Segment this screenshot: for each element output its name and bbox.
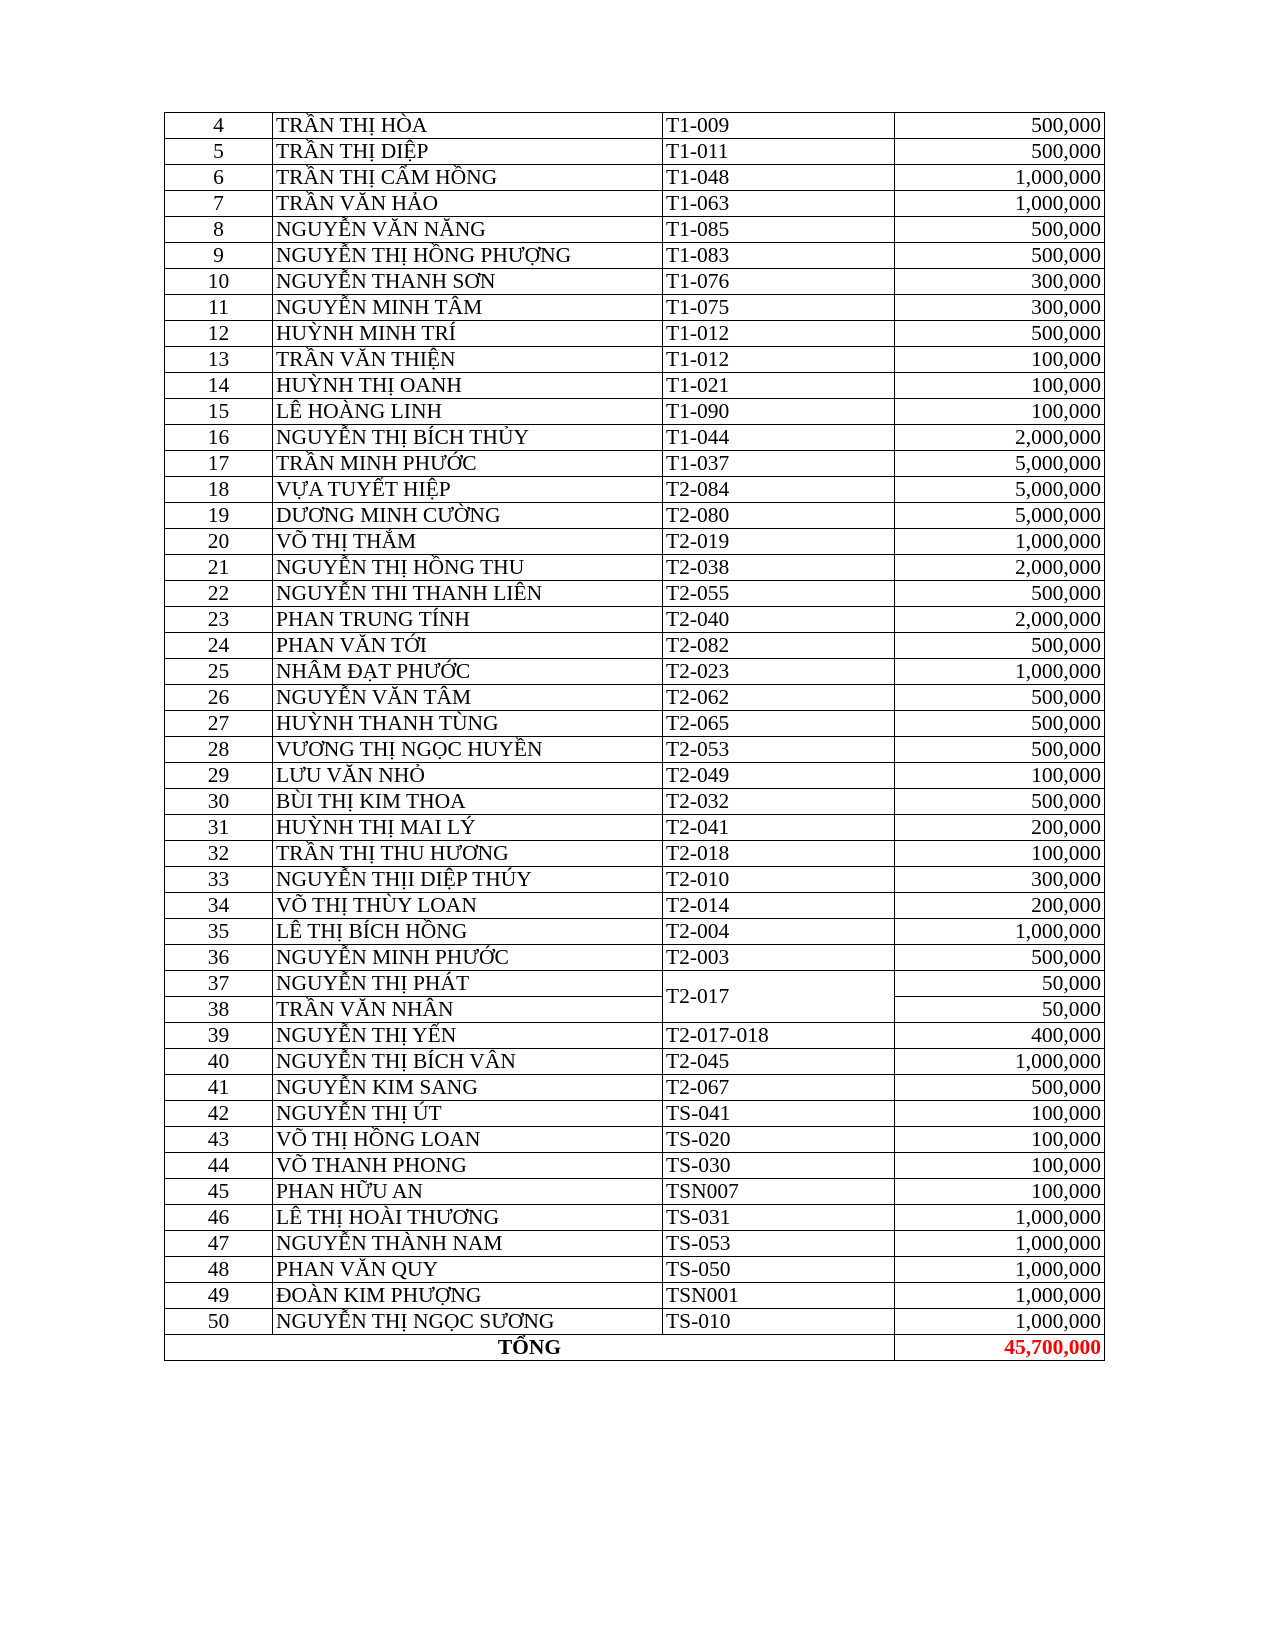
member-name: PHAN VĂN TỚI	[273, 633, 663, 659]
row-number: 47	[165, 1231, 273, 1257]
row-number: 40	[165, 1049, 273, 1075]
row-number: 25	[165, 659, 273, 685]
donation-amount: 500,000	[895, 243, 1105, 269]
table-row	[165, 711, 1105, 737]
row-number: 18	[165, 477, 273, 503]
member-code: T2-017-018	[663, 1023, 895, 1049]
row-number: 34	[165, 893, 273, 919]
member-code: TS-041	[663, 1101, 895, 1127]
member-code: T2-023	[663, 659, 895, 685]
donation-amount: 100,000	[895, 347, 1105, 373]
member-code: T2-018	[663, 841, 895, 867]
donation-amount: 1,000,000	[895, 165, 1105, 191]
donation-amount: 1,000,000	[895, 1049, 1105, 1075]
donation-table	[164, 112, 1105, 1361]
donation-amount: 50,000	[895, 971, 1105, 997]
row-number: 28	[165, 737, 273, 763]
table-row	[165, 893, 1105, 919]
row-number: 23	[165, 607, 273, 633]
member-code: T1-044	[663, 425, 895, 451]
donation-amount: 500,000	[895, 113, 1105, 139]
row-number: 49	[165, 1283, 273, 1309]
member-name: TRẦN THỊ HÒA	[273, 113, 663, 139]
table-row	[165, 1309, 1105, 1335]
row-number: 9	[165, 243, 273, 269]
row-number: 4	[165, 113, 273, 139]
member-name: VÕ THANH PHONG	[273, 1153, 663, 1179]
row-number: 32	[165, 841, 273, 867]
donation-amount: 400,000	[895, 1023, 1105, 1049]
table-row	[165, 1205, 1105, 1231]
member-name: TRẦN THỊ CẨM HỒNG	[273, 165, 663, 191]
row-number: 7	[165, 191, 273, 217]
donation-amount: 50,000	[895, 997, 1105, 1023]
member-name: TRẦN VĂN THIỆN	[273, 347, 663, 373]
member-code: T1-037	[663, 451, 895, 477]
row-number: 43	[165, 1127, 273, 1153]
member-code: T1-009	[663, 113, 895, 139]
row-number: 10	[165, 269, 273, 295]
table-row	[165, 945, 1105, 971]
donation-amount: 100,000	[895, 841, 1105, 867]
row-number: 15	[165, 399, 273, 425]
member-name: NGUYỄN THI THANH LIÊN	[273, 581, 663, 607]
table-row	[165, 113, 1105, 139]
member-name: NGUYỄN THANH SƠN	[273, 269, 663, 295]
table-row	[165, 425, 1105, 451]
table-body	[165, 113, 1105, 1335]
member-code: T2-055	[663, 581, 895, 607]
member-code: T1-090	[663, 399, 895, 425]
table-row	[165, 633, 1105, 659]
donation-amount: 500,000	[895, 789, 1105, 815]
member-name: HUỲNH THỊ MAI LÝ	[273, 815, 663, 841]
table-row	[165, 555, 1105, 581]
row-number: 12	[165, 321, 273, 347]
member-code: T2-019	[663, 529, 895, 555]
member-code: TSN007	[663, 1179, 895, 1205]
member-name: VƯƠNG THỊ NGỌC HUYỀN	[273, 737, 663, 763]
member-name: PHAN VĂN QUY	[273, 1257, 663, 1283]
row-number: 33	[165, 867, 273, 893]
member-code: T2-003	[663, 945, 895, 971]
member-code: T1-021	[663, 373, 895, 399]
donation-amount: 100,000	[895, 1127, 1105, 1153]
member-name: DƯƠNG MINH CƯỜNG	[273, 503, 663, 529]
table-row	[165, 1231, 1105, 1257]
member-name: NGUYỄN THÀNH NAM	[273, 1231, 663, 1257]
donation-amount: 300,000	[895, 867, 1105, 893]
donation-amount: 100,000	[895, 373, 1105, 399]
row-number: 41	[165, 1075, 273, 1101]
table-row	[165, 399, 1105, 425]
member-name: NGUYỄN THỊ PHÁT	[273, 971, 663, 997]
table-row	[165, 1179, 1105, 1205]
donation-amount: 300,000	[895, 269, 1105, 295]
member-name: LÊ HOÀNG LINH	[273, 399, 663, 425]
table-row	[165, 1127, 1105, 1153]
donation-amount: 500,000	[895, 945, 1105, 971]
donation-amount: 500,000	[895, 633, 1105, 659]
member-name: TRẦN THỊ DIỆP	[273, 139, 663, 165]
table-row	[165, 997, 1105, 1023]
table-row	[165, 841, 1105, 867]
table-row	[165, 1049, 1105, 1075]
member-name: NGUYỄN THỊ YẾN	[273, 1023, 663, 1049]
donation-amount: 1,000,000	[895, 191, 1105, 217]
member-code: T2-014	[663, 893, 895, 919]
table-row	[165, 243, 1105, 269]
donation-amount: 5,000,000	[895, 503, 1105, 529]
member-code: T1-011	[663, 139, 895, 165]
donation-amount: 1,000,000	[895, 529, 1105, 555]
member-name: LÊ THỊ HOÀI THƯƠNG	[273, 1205, 663, 1231]
member-code: T2-082	[663, 633, 895, 659]
member-name: VÕ THỊ HỒNG LOAN	[273, 1127, 663, 1153]
member-name: NGUYỄN THỊI DIỆP THÚY	[273, 867, 663, 893]
donation-amount: 5,000,000	[895, 451, 1105, 477]
row-number: 5	[165, 139, 273, 165]
member-name: HUỲNH THANH TÙNG	[273, 711, 663, 737]
row-number: 19	[165, 503, 273, 529]
donation-amount: 1,000,000	[895, 1257, 1105, 1283]
row-number: 20	[165, 529, 273, 555]
member-code: T2-045	[663, 1049, 895, 1075]
row-number: 21	[165, 555, 273, 581]
donation-amount: 2,000,000	[895, 607, 1105, 633]
member-code: T2-041	[663, 815, 895, 841]
member-name: BÙI THỊ KIM THOA	[273, 789, 663, 815]
member-name: NGUYỄN VĂN NĂNG	[273, 217, 663, 243]
member-name: PHAN TRUNG TÍNH	[273, 607, 663, 633]
table-row	[165, 1257, 1105, 1283]
donation-amount: 5,000,000	[895, 477, 1105, 503]
member-code: T1-012	[663, 321, 895, 347]
table-row	[165, 295, 1105, 321]
row-number: 39	[165, 1023, 273, 1049]
member-code: T2-038	[663, 555, 895, 581]
table-row	[165, 191, 1105, 217]
donation-amount: 300,000	[895, 295, 1105, 321]
member-code: TS-010	[663, 1309, 895, 1335]
member-name: VỰA TUYẾT HIỆP	[273, 477, 663, 503]
member-name: TRẦN MINH PHƯỚC	[273, 451, 663, 477]
table-row	[165, 347, 1105, 373]
table-row	[165, 477, 1105, 503]
donation-amount: 200,000	[895, 815, 1105, 841]
table-row	[165, 737, 1105, 763]
donation-amount: 100,000	[895, 763, 1105, 789]
member-code: T2-065	[663, 711, 895, 737]
donation-amount: 500,000	[895, 139, 1105, 165]
donation-amount: 1,000,000	[895, 659, 1105, 685]
table-row	[165, 503, 1105, 529]
donation-amount: 100,000	[895, 1153, 1105, 1179]
table-row	[165, 919, 1105, 945]
table-row	[165, 1023, 1105, 1049]
donation-amount: 100,000	[895, 399, 1105, 425]
member-code: T1-076	[663, 269, 895, 295]
donation-amount: 500,000	[895, 581, 1105, 607]
member-code: T2-053	[663, 737, 895, 763]
row-number: 24	[165, 633, 273, 659]
donation-amount: 500,000	[895, 1075, 1105, 1101]
member-code: TS-030	[663, 1153, 895, 1179]
member-name: NGUYỄN KIM SANG	[273, 1075, 663, 1101]
row-number: 16	[165, 425, 273, 451]
donation-amount: 500,000	[895, 685, 1105, 711]
total-label: TỔNG	[165, 1335, 895, 1361]
member-name: LƯU VĂN NHỎ	[273, 763, 663, 789]
table-row	[165, 1283, 1105, 1309]
row-number: 29	[165, 763, 273, 789]
donation-amount: 2,000,000	[895, 555, 1105, 581]
row-number: 14	[165, 373, 273, 399]
member-code: T1-012	[663, 347, 895, 373]
table-row	[165, 165, 1105, 191]
donation-amount: 500,000	[895, 321, 1105, 347]
member-name: NGUYỄN THỊ BÍCH THỦY	[273, 425, 663, 451]
table-row	[165, 139, 1105, 165]
donation-amount: 100,000	[895, 1101, 1105, 1127]
table-row	[165, 971, 1105, 997]
total-value: 45,700,000	[895, 1335, 1105, 1361]
table-row	[165, 1075, 1105, 1101]
row-number: 30	[165, 789, 273, 815]
member-name: NGUYỄN THỊ NGỌC SƯƠNG	[273, 1309, 663, 1335]
member-name: NGUYỄN THỊ HỒNG PHƯỢNG	[273, 243, 663, 269]
member-code: TS-020	[663, 1127, 895, 1153]
donation-amount: 1,000,000	[895, 919, 1105, 945]
member-name: TRẦN VĂN HẢO	[273, 191, 663, 217]
member-code: T2-040	[663, 607, 895, 633]
table-row	[165, 1101, 1105, 1127]
member-code: T1-085	[663, 217, 895, 243]
member-code: T2-062	[663, 685, 895, 711]
row-number: 42	[165, 1101, 273, 1127]
donation-amount: 100,000	[895, 1179, 1105, 1205]
row-number: 13	[165, 347, 273, 373]
table-row	[165, 685, 1105, 711]
row-number: 44	[165, 1153, 273, 1179]
table-row	[165, 373, 1105, 399]
member-name: NGUYỄN VĂN TÂM	[273, 685, 663, 711]
member-code: TS-053	[663, 1231, 895, 1257]
table-row	[165, 659, 1105, 685]
table-row	[165, 867, 1105, 893]
table-row	[165, 1153, 1105, 1179]
total-row	[165, 1335, 1105, 1361]
member-code: T1-063	[663, 191, 895, 217]
row-number: 35	[165, 919, 273, 945]
table-row	[165, 529, 1105, 555]
donation-amount: 1,000,000	[895, 1283, 1105, 1309]
member-name: NGUYỄN THỊ BÍCH VÂN	[273, 1049, 663, 1075]
row-number: 36	[165, 945, 273, 971]
member-name: HUỲNH MINH TRÍ	[273, 321, 663, 347]
member-code: T2-049	[663, 763, 895, 789]
member-code: T1-048	[663, 165, 895, 191]
donation-amount: 1,000,000	[895, 1231, 1105, 1257]
donation-amount: 500,000	[895, 737, 1105, 763]
donation-amount: 1,000,000	[895, 1309, 1105, 1335]
row-number: 46	[165, 1205, 273, 1231]
row-number: 27	[165, 711, 273, 737]
table-row	[165, 815, 1105, 841]
table-row	[165, 789, 1105, 815]
donation-amount: 1,000,000	[895, 1205, 1105, 1231]
row-number: 26	[165, 685, 273, 711]
table-row	[165, 607, 1105, 633]
member-code: T1-075	[663, 295, 895, 321]
member-name: TRẦN VĂN NHÂN	[273, 997, 663, 1023]
row-number: 48	[165, 1257, 273, 1283]
member-code: T2-032	[663, 789, 895, 815]
member-code: T1-083	[663, 243, 895, 269]
member-name: PHAN HỮU AN	[273, 1179, 663, 1205]
row-number: 50	[165, 1309, 273, 1335]
member-name: LÊ THỊ BÍCH HỒNG	[273, 919, 663, 945]
member-code: TS-050	[663, 1257, 895, 1283]
row-number: 31	[165, 815, 273, 841]
member-name: HUỲNH THỊ OANH	[273, 373, 663, 399]
donation-amount: 500,000	[895, 711, 1105, 737]
table-row	[165, 217, 1105, 243]
donation-amount: 2,000,000	[895, 425, 1105, 451]
member-code: T2-067	[663, 1075, 895, 1101]
table-row	[165, 321, 1105, 347]
table-row	[165, 451, 1105, 477]
member-name: VÕ THỊ THẮM	[273, 529, 663, 555]
table-row	[165, 581, 1105, 607]
member-name: NGUYỄN THỊ ÚT	[273, 1101, 663, 1127]
member-name: NGUYỄN MINH TÂM	[273, 295, 663, 321]
row-number: 38	[165, 997, 273, 1023]
donation-amount: 200,000	[895, 893, 1105, 919]
member-name: ĐOÀN KIM PHƯỢNG	[273, 1283, 663, 1309]
table-row	[165, 763, 1105, 789]
member-code: TS-031	[663, 1205, 895, 1231]
row-number: 11	[165, 295, 273, 321]
row-number: 37	[165, 971, 273, 997]
member-code: TSN001	[663, 1283, 895, 1309]
member-name: NHÂM ĐẠT PHƯỚC	[273, 659, 663, 685]
member-name: NGUYỄN THỊ HỒNG THU	[273, 555, 663, 581]
member-code: T2-010	[663, 867, 895, 893]
member-code: T2-017	[663, 971, 895, 1023]
member-code: T2-004	[663, 919, 895, 945]
table-row	[165, 269, 1105, 295]
member-name: NGUYỄN MINH PHƯỚC	[273, 945, 663, 971]
row-number: 22	[165, 581, 273, 607]
donation-amount: 500,000	[895, 217, 1105, 243]
member-code: T2-084	[663, 477, 895, 503]
row-number: 8	[165, 217, 273, 243]
row-number: 6	[165, 165, 273, 191]
row-number: 17	[165, 451, 273, 477]
row-number: 45	[165, 1179, 273, 1205]
member-name: VÕ THỊ THÙY LOAN	[273, 893, 663, 919]
member-name: TRẦN THỊ THU HƯƠNG	[273, 841, 663, 867]
member-code: T2-080	[663, 503, 895, 529]
